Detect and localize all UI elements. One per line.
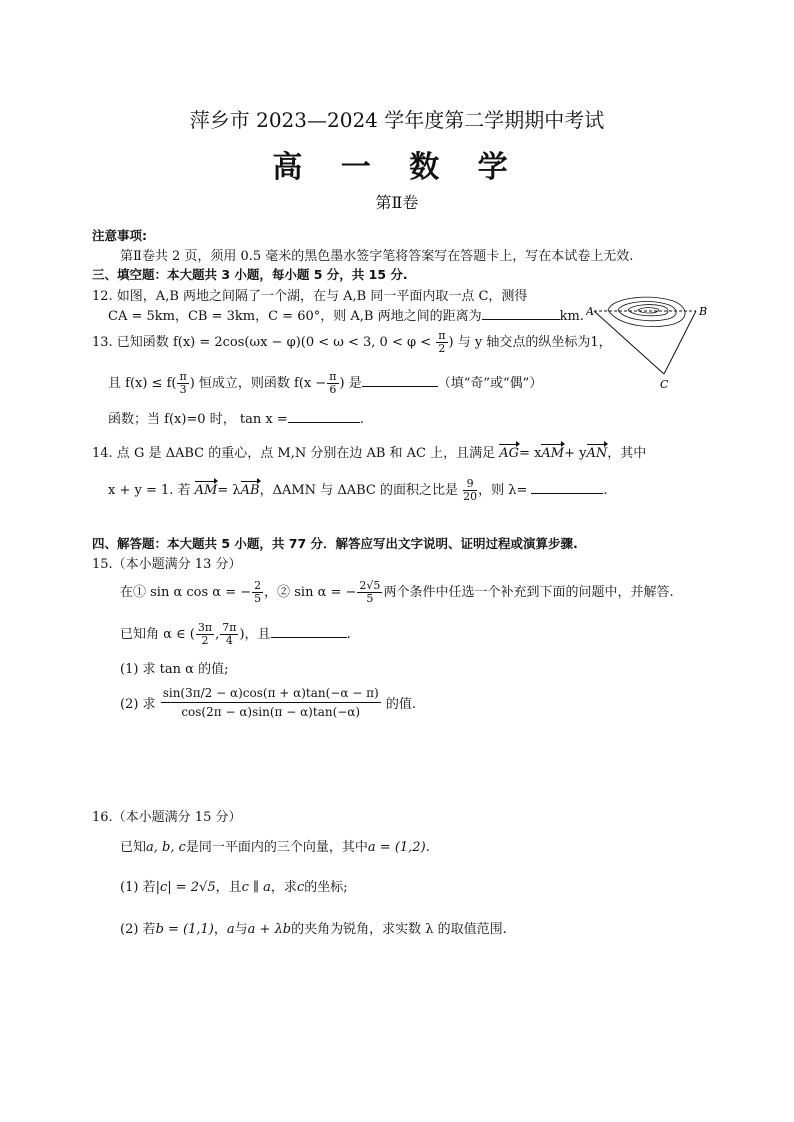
q15-big-frac — [161, 684, 381, 721]
q12-line2 — [108, 305, 584, 324]
q15-frac1-num: 2 — [254, 579, 262, 592]
q14-frac-num: 9 — [463, 478, 477, 491]
q13-frac-den: 2 — [438, 342, 446, 355]
q15-known: 已知角 α ∈ ( $\frac{3\pi}{2}$ , $\frac{7\pi}{4}$ )，且 . — [120, 621, 351, 647]
q16-part1 — [120, 876, 348, 895]
q15-frac2-den: 5 — [366, 592, 374, 605]
q15-big-den: cos(2π − α)sin(π − α)tan(−α) — [181, 705, 361, 719]
q14-frac — [463, 478, 477, 503]
q15-frac1-den: 5 — [254, 592, 262, 605]
q14-eq1: = x — [519, 446, 542, 461]
q13-frac-pi2 — [436, 330, 447, 355]
notice-text: 第Ⅱ卷共 2 页，须用 0.5 毫米的黑色墨水签字笔将答案写在答题卡上，写在本试卷上无效. — [120, 249, 634, 264]
q15-known-a: 已知角 α ∈ ( — [120, 627, 195, 642]
q15-frac4-num: 7π — [222, 621, 237, 634]
q16-intro-b: 是同一平面内的三个向量，其中 — [185, 840, 368, 855]
q16-p2-f: a + λb — [247, 922, 292, 937]
q15-conditions — [120, 580, 674, 605]
q15-part2-prefix: (2) 求 — [120, 697, 156, 712]
q16-intro — [120, 836, 430, 855]
q15-frac2-num: 2√5 — [359, 579, 381, 592]
q13-line1 — [92, 330, 612, 355]
q16-p2-c: ， — [213, 922, 227, 937]
q16-header: 16.（本小题满分 15 分） — [92, 810, 242, 825]
q16-p1-d: 的坐标; — [304, 880, 348, 895]
q14-eq3: = λ — [217, 483, 241, 498]
volume-label: 第Ⅱ卷 — [375, 193, 419, 212]
q16-p1-c2: c — [296, 880, 305, 895]
notice-heading: 注意事项: — [92, 228, 147, 243]
q14-eq2: + y — [564, 446, 587, 461]
q13-frac-num: π — [438, 329, 446, 342]
subject-title: 高 一 数 学 — [272, 150, 522, 185]
q15-part2-suffix: 的值. — [385, 697, 416, 712]
figure-label-c: C — [660, 378, 669, 391]
exam-title: 萍乡市 2023—2024 学年度第二学期期中考试 — [189, 108, 605, 132]
q13-frac-pi3-den: 3 — [179, 383, 187, 396]
q14-line2: x + y = 1. 若 AM= λAB，ΔAMN 与 ΔABC 的面积之比是 $\frac{9}{20}$ ，则 λ= . — [108, 477, 608, 503]
q15-frac4-den: 4 — [225, 634, 233, 647]
q16-p2-d: a — [226, 922, 235, 937]
q15-cond1: 在① sin α cos α = − — [120, 585, 252, 600]
q12-unit: km. — [559, 309, 584, 324]
q15-cond3: 两个条件中任选一个补充到下面的问题中，并解答. — [383, 585, 674, 600]
q14-end: ，其中 — [607, 446, 647, 461]
q13-frac-pi6-num: π — [329, 370, 337, 383]
q13-choice: （填“奇”或“偶”） — [437, 376, 543, 391]
q15-condition-blank[interactable] — [271, 625, 347, 638]
q14-line1 — [92, 442, 646, 461]
q14-text: 14. 点 G 是 ΔABC 的重心，点 M,N 分别在边 AB 和 AC 上，且满足 — [92, 446, 496, 461]
q15-frac-2-5 — [252, 580, 263, 605]
q13-frac-pi3 — [177, 371, 188, 396]
q14-vec-ag: AG — [499, 446, 520, 461]
q15-frac-3pi2 — [196, 622, 214, 647]
section4-heading: 四、解答题：本大题共 5 小题，共 77 分．解答应写出文字说明、证明过程或演算步骤. — [92, 536, 578, 551]
q15-frac-root5 — [357, 580, 382, 605]
q16-p1-abs: |c| = 2√5 — [155, 880, 216, 895]
q15-part1: (1) 求 tan α 的值; — [120, 662, 229, 677]
q15-frac3-num: 3π — [197, 621, 213, 634]
q16-part2 — [120, 918, 507, 937]
q14-cond: x + y = 1. 若 — [108, 483, 191, 498]
q16-p1-b: ，且 — [215, 880, 242, 895]
q15-big-num: sin(3π/2 − α)cos(π + α)tan(−α − π) — [161, 684, 381, 703]
q13-holds: ) 恒成立，则函数 f(x − — [189, 376, 327, 391]
q14-lambda: ，则 λ= — [478, 483, 528, 498]
q15-cond2: ，② sin α = − — [264, 585, 357, 600]
q14-ratio: ，ΔAMN 与 ΔABC 的面积之比是 — [259, 483, 458, 498]
q15-header: 15.（本小题满分 13 分） — [92, 557, 242, 572]
q13-answer-blank-1[interactable] — [362, 374, 438, 387]
q16-a-eq: a = (1,2). — [367, 840, 430, 855]
q16-p2-a: (2) 若 — [120, 922, 156, 937]
q13-line2 — [108, 371, 542, 396]
q12-text: CA = 5km，CB = 3km，C = 60°，则 A,B 两地之间的距离为 — [108, 309, 482, 324]
q15-comma: , — [215, 627, 220, 642]
q14-vec-am: AM — [541, 446, 565, 461]
q15-frac3-den: 2 — [201, 634, 209, 647]
figure-label-b: B — [699, 305, 708, 318]
q14-vec-am2: AM — [194, 483, 218, 498]
figure-label-a: A — [586, 305, 594, 318]
q13-func: 13. 已知函数 f(x) = 2cos(ωx − φ)(0 < ω < 3, 0 < φ < — [92, 335, 432, 350]
section3-heading: 三、填空题：本大题共 3 小题，每小题 5 分，共 15 分. — [92, 267, 408, 282]
q13-answer-blank-2[interactable] — [288, 410, 360, 423]
q14-vec-an: AN — [586, 446, 608, 461]
q16-vectors: a, b, c — [146, 840, 186, 855]
q16-intro-a: 已知 — [120, 840, 147, 855]
q16-p2-e: 与 — [234, 922, 248, 937]
q13-frac-pi6-den: 6 — [329, 383, 337, 396]
q14-vec-ab: AB — [240, 483, 260, 498]
q16-p1-par: c ∥ a — [241, 880, 271, 895]
q16-p2-g: 的夹角为锐角，求实数 λ 的取值范围. — [291, 922, 507, 937]
q13-is: ) 是 — [339, 376, 362, 391]
q13-tan: 函数；当 f(x)=0 时， tan x = — [108, 412, 288, 427]
q13-line3: 函数；当 f(x)=0 时， tan x = . — [108, 412, 364, 427]
q13-ineq: 且 f(x) ≤ f( — [108, 376, 177, 391]
q12-line1: 12. 如图，A,B 两地之间隔了一个湖，在与 A,B 同一平面内取一点 C，测得 — [92, 289, 528, 304]
q13-frac-pi3-num: π — [179, 370, 187, 383]
q14-answer-blank[interactable] — [531, 481, 603, 494]
q15-part2 — [120, 684, 416, 721]
q12-answer-blank[interactable] — [482, 307, 560, 320]
q15-frac-7pi4 — [220, 622, 238, 647]
q13-cond: ) 与 y 轴交点的纵坐标为1， — [448, 335, 612, 350]
q16-p1-c: ，求 — [270, 880, 297, 895]
q14-frac-den: 20 — [463, 490, 478, 503]
q13-frac-pi6 — [327, 371, 338, 396]
q15-known-b: )，且 — [239, 627, 271, 642]
q16-p2-b: b = (1,1) — [155, 922, 214, 937]
q16-p1-a: (1) 若 — [120, 880, 156, 895]
